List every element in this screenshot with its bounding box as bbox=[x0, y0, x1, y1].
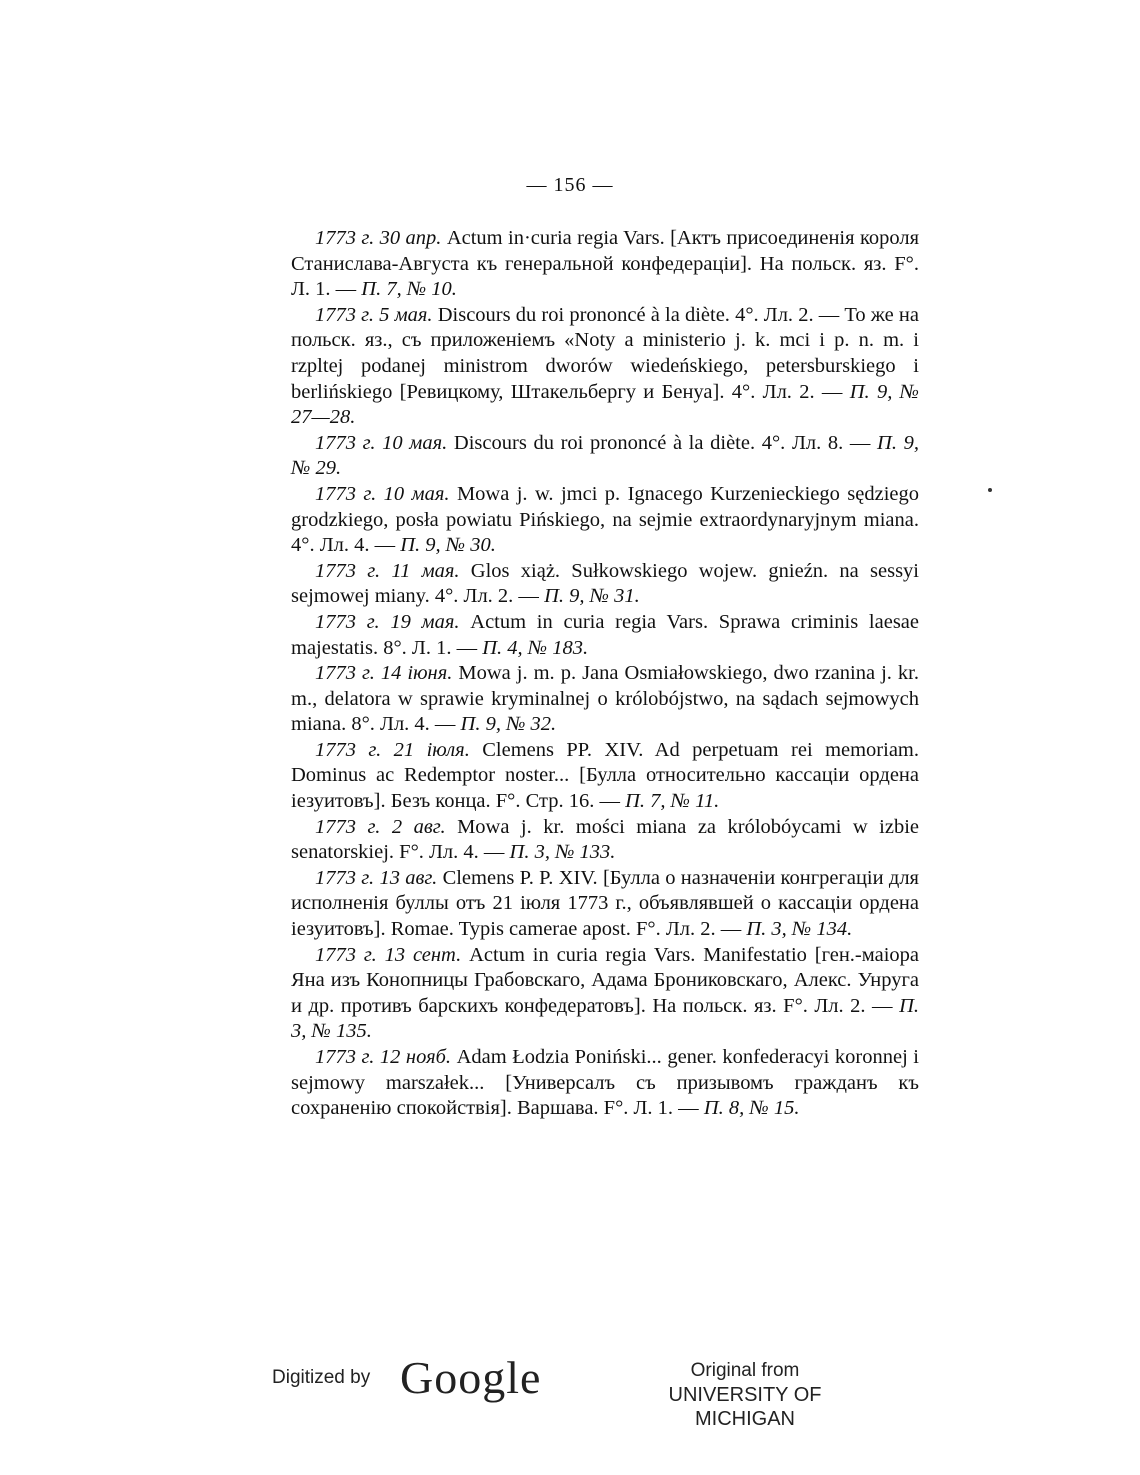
entry-reference: П. 4, № 183. bbox=[482, 636, 589, 659]
entry-date: 1773 г. 12 нояб. bbox=[315, 1046, 452, 1068]
bibliography-entry bbox=[291, 610, 919, 661]
entry-date: 1773 г. 30 апр. bbox=[315, 227, 442, 249]
digitized-by-label: Digitized by bbox=[272, 1367, 371, 1388]
entry-reference: П. 7, № 11. bbox=[625, 790, 720, 813]
entry-text: Actum in curia regia Vars. Manifestatio [ген.-маіора Яна изъ Конопницы Грабовскаго, Адама Брониковскаго, Алекс. Унруга и др. противъ барскихъ конфедератовъ]. На польск. яз. F°. Лл. 2. — bbox=[291, 943, 919, 1017]
bibliography-entry bbox=[291, 431, 919, 482]
original-source-name: UNIVERSITY OF MICHIGAN bbox=[668, 1384, 822, 1430]
entry-date: 1773 г. 13 сент. bbox=[315, 943, 462, 966]
bibliography-entry bbox=[291, 943, 919, 1045]
entry-date: 1773 г. 19 мая. bbox=[315, 610, 460, 633]
entry-reference: П. 3, № 135. bbox=[291, 994, 919, 1043]
entry-text: Discours du roi prononcé à la diète. 4°. Лл. 8. — bbox=[447, 431, 878, 454]
scan-speck bbox=[988, 488, 992, 492]
bibliography-entry bbox=[291, 226, 919, 303]
entry-text: Clemens PP. XIV. Ad perpetuam rei memoriam. Dominus ac Redemptor noster... [Булла относительно кассаціи ордена іезуитовъ]. Безъ конца. F°. Стр. 16. — bbox=[291, 738, 919, 813]
bibliography-entry bbox=[291, 661, 919, 738]
bibliography-list bbox=[291, 226, 919, 1122]
entry-text: Mowa j. kr. mości miana za królobóycami w izbie senatorskiej. F°. Лл. 4. — bbox=[291, 815, 920, 864]
entry-reference: П. 9, № 27—28. bbox=[291, 380, 919, 429]
google-logo: Google bbox=[400, 1352, 542, 1403]
original-source-block bbox=[620, 1359, 870, 1431]
bibliography-entry bbox=[291, 1045, 919, 1122]
entry-text: Adam Łodzia Poniński... gener. konfederacyi koronnej i sejmowy marszałek... [Универсалъ съ призывомъ гражданъ къ сохраненію спокойствія]. Варшава. F°. Л. 1. — bbox=[291, 1046, 919, 1120]
entry-text: Discours du roi prononcé à la diète. 4°. Лл. 2. — То же на польск. яз., съ приложеніемъ «Noty a ministerio j. k. mci i p. n. m. i rzpltej podanej ministrom dworów wiedeńskiego, petersburskiego i berlińskiego [Ревицкому, Штакельбергу и Бенуа]. 4°. Лл. 2. — bbox=[291, 303, 919, 403]
original-from-label: Original from bbox=[690, 1360, 800, 1381]
page-number: — 156 — bbox=[526, 174, 614, 196]
entry-text: Glos xiąż. Sułkowskiego wojew. gnieźn. na sessyi sejmowej miany. 4°. Лл. 2. — bbox=[291, 559, 919, 608]
bibliography-entry bbox=[291, 738, 919, 815]
entry-reference: П. 3, № 133. bbox=[509, 841, 616, 864]
entry-text: Actum in curia regia Vars. Sprawa criminis laesae majestatis. 8°. Л. 1. — bbox=[291, 610, 920, 659]
entry-date: 1773 г. 2 авг. bbox=[315, 815, 446, 838]
entry-reference: П. 8, № 15. bbox=[703, 1097, 800, 1120]
bibliography-entry bbox=[291, 559, 919, 610]
entry-text: Mowa j. w. jmci p. Ignacego Kurzenieckiego sędziego grodzkiego, posła powiatu Pińskiego, na sejmie extraordynaryjnym miana. 4°. Лл. 4. — bbox=[291, 482, 919, 557]
entry-reference: П. 9, № 29. bbox=[291, 431, 919, 480]
bibliography-entry bbox=[291, 303, 919, 431]
entry-text: Actum in·curia regia Vars. [Актъ присоединенія короля Станислава-Августа къ генеральной конфедераціи]. На польск. яз. F°. Л. 1. — bbox=[291, 227, 919, 301]
entry-text: Mowa j. m. p. Jana Osmiałowskiego, dwo rzanina j. kr. m., delatora w sprawie kryminalnej o królobójstwo, na sądach sejmowych miana. 8°. Лл. 4. — bbox=[291, 662, 920, 736]
bibliography-entry bbox=[291, 482, 919, 559]
entry-date: 1773 г. 21 іюля. bbox=[315, 738, 470, 761]
entry-date: 1773 г. 10 мая. bbox=[315, 431, 448, 454]
entry-reference: П. 3, № 134. bbox=[746, 918, 853, 941]
entry-reference: П. 7, № 10. bbox=[361, 278, 457, 301]
entry-reference: П. 9, № 30. bbox=[400, 534, 496, 557]
entry-date: 1773 г. 10 мая. bbox=[315, 482, 450, 505]
entry-date: 1773 г. 11 мая. bbox=[315, 559, 460, 582]
digitization-footer bbox=[0, 1352, 1140, 1435]
entry-reference: П. 9, № 31. bbox=[544, 585, 640, 608]
entry-text: Clemens P. P. XIV. [Булла о назначеніи конгрегаціи для исполненія буллы отъ 21 іюля 1773 г., объявлявшей о кассаціи ордена іезуитовъ]. Romae. Typis camerae apost. F°. Лл. 2. — bbox=[291, 866, 919, 941]
entry-date: 1773 г. 5 мая. bbox=[315, 303, 433, 326]
entry-date: 1773 г. 13 авг. bbox=[315, 866, 438, 889]
entry-date: 1773 г. 14 іюня. bbox=[315, 662, 453, 685]
bibliography-entry bbox=[291, 815, 919, 866]
bibliography-entry bbox=[291, 866, 919, 943]
entry-reference: П. 9, № 32. bbox=[460, 713, 557, 736]
